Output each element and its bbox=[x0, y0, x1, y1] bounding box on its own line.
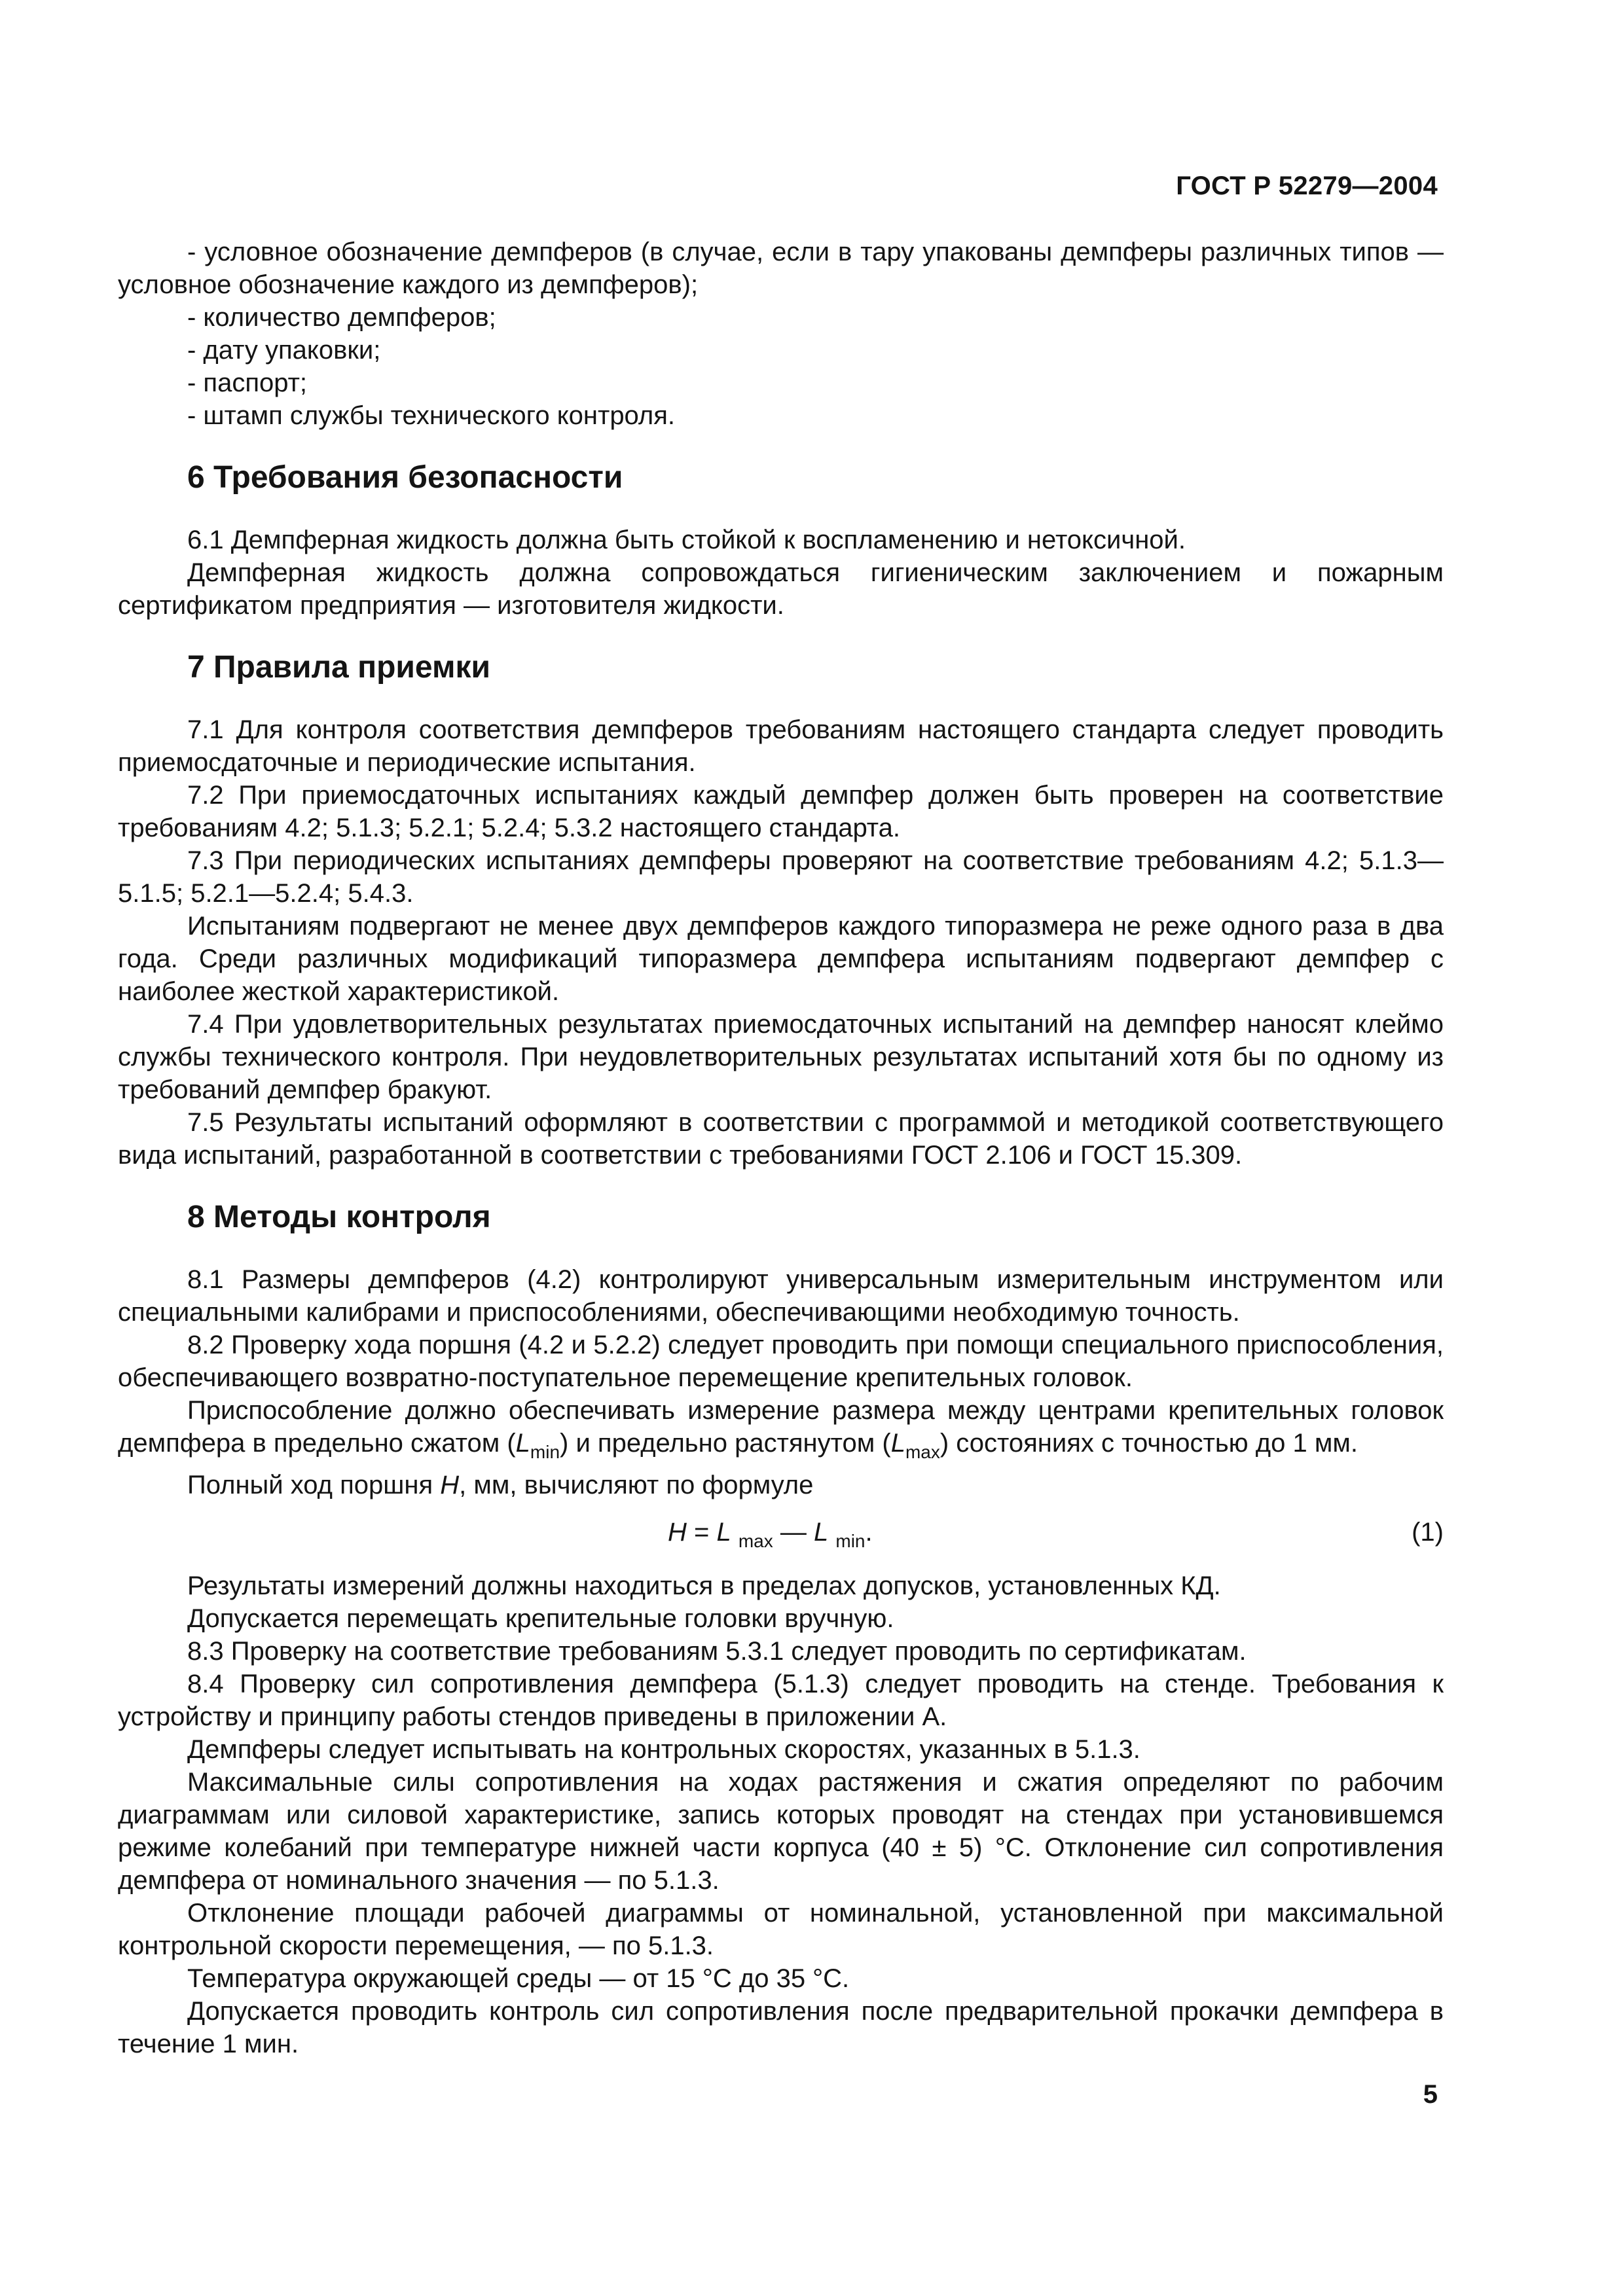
formula-lhs: H bbox=[668, 1518, 687, 1547]
paragraph: Отклонение площади рабочей диаграммы от номинальной, установленной при максимальной контрольной скорости перемещения, — по 5.1.3. bbox=[118, 1899, 1444, 1960]
paragraph: 8.4 Проверку сил сопротивления демпфера (5.1.3) следует проводить на стенде. Требования к устройству и принципу работы стендов приведены в приложении А. bbox=[118, 1670, 1444, 1731]
intro-list-item: - паспорт; bbox=[187, 368, 308, 397]
paragraph-with-symbols bbox=[118, 1394, 1444, 1469]
section-7-heading: 7 Правила приемки bbox=[187, 650, 491, 685]
paragraph: 7.4 При удовлетворительных результатах приемосдаточных испытаний на демпфер наносят клеймо службы технического контроля. При неудовлетворительных результатах испытаний хотя бы по одному из требований демпфер бракуют. bbox=[118, 1010, 1444, 1104]
document-body bbox=[118, 236, 1444, 2060]
formula-end: . bbox=[865, 1518, 873, 1547]
subscript-max: max bbox=[905, 1442, 940, 1462]
formula-expression bbox=[668, 1516, 873, 1558]
intro-list-item: - дату упаковки; bbox=[187, 336, 381, 365]
symbol-h: H bbox=[440, 1471, 460, 1499]
paragraph: 7.3 При периодических испытаниях демпферы проверяют на соответствие требованиям 4.2; 5.1.3—5.1.5; 5.2.1—5.2.4; 5.4.3. bbox=[118, 846, 1444, 908]
paragraph: Демпферы следует испытывать на контрольных скоростях, указанных в 5.1.3. bbox=[187, 1735, 1140, 1764]
formula-l-min: L bbox=[814, 1518, 829, 1547]
paragraph: 8.2 Проверку хода поршня (4.2 и 5.2.2) следует проводить при помощи специального приспособления, обеспечивающего возвратно-поступательное перемещение крепительных головок. bbox=[118, 1331, 1444, 1392]
formula-block bbox=[118, 1513, 1444, 1558]
intro-list-item: - штамп службы технического контроля. bbox=[187, 401, 676, 430]
text-run: ) и предельно растянутом ( bbox=[560, 1429, 891, 1458]
formula-l-max: L bbox=[716, 1518, 731, 1547]
symbol-l: L bbox=[515, 1429, 530, 1458]
section-6-heading: 6 Требования безопасности bbox=[187, 460, 623, 495]
paragraph: 8.1 Размеры демпферов (4.2) контролируют универсальным измерительным инструментом или специальными калибрами и приспособлениями, обеспечивающими необходимую точность. bbox=[118, 1265, 1444, 1327]
intro-list-item: - количество демпферов; bbox=[187, 303, 496, 332]
formula-minus: — bbox=[773, 1518, 814, 1547]
text-run: ) состояниях с точностью до 1 мм. bbox=[939, 1429, 1358, 1458]
paragraph: Температура окружающей среды — от 15 °С до 35 °С. bbox=[187, 1964, 850, 1993]
section-8-heading: 8 Методы контроля bbox=[187, 1200, 491, 1234]
paragraph: 7.5 Результаты испытаний оформляют в соответствии с программой и методикой соответствующего вида испытаний, разработанной в соответствии с требованиями ГОСТ 2.106 и ГОСТ 15.309. bbox=[118, 1108, 1444, 1170]
paragraph: Демпферная жидкость должна сопровождаться гигиеническим заключением и пожарным сертификатом предприятия — изготовителя жидкости. bbox=[118, 558, 1444, 620]
text-run: Полный ход поршня bbox=[187, 1471, 441, 1499]
page-number: 5 bbox=[1423, 2080, 1438, 2109]
symbol-l: L bbox=[890, 1429, 905, 1458]
formula-eq: = bbox=[686, 1518, 717, 1547]
text-run: Приспособление должно обеспечивать измерение размера между центрами крепительных головок демпфера в предельно сжатом ( bbox=[118, 1396, 1444, 1458]
text-run: , мм, вычисляют по формуле bbox=[459, 1471, 814, 1499]
paragraph: 8.3 Проверку на соответствие требованиям 5.3.1 следует проводить по сертификатам. bbox=[187, 1637, 1247, 1666]
formula-sub-max: max bbox=[738, 1531, 773, 1551]
paragraph: 7.2 При приемосдаточных испытаниях каждый демпфер должен быть проверен на соответствие требованиям 4.2; 5.1.3; 5.2.1; 5.2.4; 5.3.2 настоящего стандарта. bbox=[118, 781, 1444, 842]
paragraph: Допускается проводить контроль сил сопротивления после предварительной прокачки демпфера в течение 1 мин. bbox=[118, 1997, 1444, 2058]
standard-header: ГОСТ Р 52279—2004 bbox=[1176, 171, 1438, 200]
paragraph: Результаты измерений должны находиться в пределах допусков, установленных КД. bbox=[187, 1571, 1221, 1600]
paragraph: 6.1 Демпферная жидкость должна быть стойкой к воспламенению и нетоксичной. bbox=[187, 526, 1186, 554]
paragraph: 7.1 Для контроля соответствия демпферов требованиям настоящего стандарта следует проводить приемосдаточные и периодические испытания. bbox=[118, 715, 1444, 777]
paragraph: Допускается перемещать крепительные головки вручную. bbox=[187, 1604, 894, 1633]
subscript-min: min bbox=[530, 1442, 560, 1462]
paragraph-with-symbols bbox=[118, 1469, 1444, 1501]
paragraph: Максимальные силы сопротивления на ходах растяжения и сжатия определяют по рабочим диаграммам или силовой характеристике, запись которых проводят на стендах при установившемся режиме колебаний при температуре нижней части корпуса (40 ± 5) °С. Отклонение сил сопротивления демпфера от номинального значения — по 5.1.3. bbox=[118, 1768, 1444, 1895]
formula-sub-min: min bbox=[835, 1531, 866, 1551]
formula-number: (1) bbox=[1412, 1518, 1444, 1547]
intro-list-item: - условное обозначение демпферов (в случае, если в тару упакованы демпферы различных типов — условное обозначение каждого из демпферов); bbox=[118, 238, 1444, 299]
paragraph: Испытаниям подвергают не менее двух демпферов каждого типоразмера не реже одного раза в два года. Среди различных модификаций типоразмера демпфера испытаниям подвергают демпфер с наиболее жесткой характеристикой. bbox=[118, 912, 1444, 1006]
